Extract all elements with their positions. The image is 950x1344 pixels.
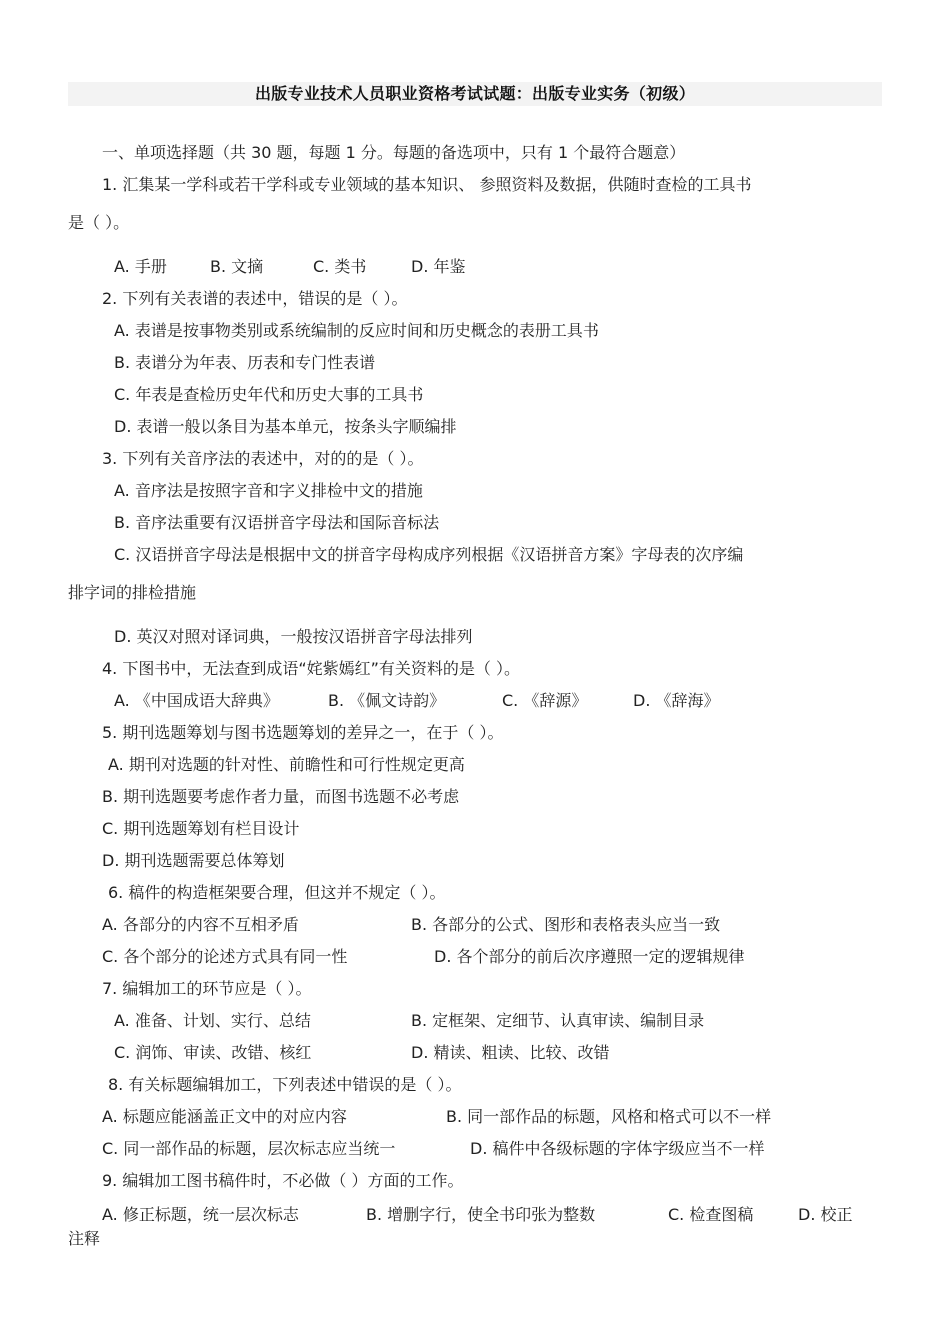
question-4-stem: 4. 下图书中，无法查到成语“姹紫嫣红”有关资料的是（ ）。 bbox=[102, 659, 521, 678]
question-8-option-a: A. 标题应能涵盖正文中的对应内容 bbox=[102, 1107, 347, 1126]
question-8-option-c: C. 同一部作品的标题，层次标志应当统一 bbox=[102, 1139, 396, 1158]
question-9-stem: 9. 编辑加工图书稿件时，不必做（ ）方面的工作。 bbox=[102, 1171, 464, 1190]
question-7-option-c: C. 润饰、审读、改错、核红 bbox=[114, 1043, 312, 1062]
question-6-option-d: D. 各个部分的前后次序遵照一定的逻辑规律 bbox=[434, 947, 745, 966]
question-3-option-b: B. 音序法重要有汉语拼音字母法和国际音标法 bbox=[114, 513, 440, 532]
question-6-stem: 6. 稿件的构造框架要合理，但这并不规定（ ）。 bbox=[108, 883, 446, 902]
question-8-option-b: B. 同一部作品的标题，风格和格式可以不一样 bbox=[446, 1107, 772, 1126]
question-1-stem: 1. 汇集某一学科或若干学科或专业领域的基本知识、 参照资料及数据，供随时查检的工具书 bbox=[102, 175, 752, 194]
question-1-option-a: A. 手册 bbox=[114, 257, 167, 276]
question-6-option-c: C. 各个部分的论述方式具有同一性 bbox=[102, 947, 348, 966]
question-2-stem: 2. 下列有关表谱的表述中，错误的是（ ）。 bbox=[102, 289, 408, 308]
question-5-option-d: D. 期刊选题需要总体筹划 bbox=[102, 851, 285, 870]
question-4-option-c: C. 《辞源》 bbox=[502, 691, 588, 710]
question-6-option-b: B. 各部分的公式、图形和表格表头应当一致 bbox=[411, 915, 721, 934]
question-2-option-d: D. 表谱一般以条目为基本单元，按条头字顺编排 bbox=[114, 417, 457, 436]
question-3-stem: 3. 下列有关音序法的表述中，对的的是（ ）。 bbox=[102, 449, 424, 468]
question-7-option-b: B. 定框架、定细节、认真审读、编制目录 bbox=[411, 1011, 705, 1030]
question-4-option-d: D. 《辞海》 bbox=[633, 691, 720, 710]
question-8-option-d: D. 稿件中各级标题的字体字级应当不一样 bbox=[470, 1139, 765, 1158]
question-9-option-d-cont: 注释 bbox=[68, 1229, 101, 1248]
question-3-option-c-cont: 排字词的排检措施 bbox=[68, 583, 197, 602]
question-3-option-a: A. 音序法是按照字音和字义排检中文的措施 bbox=[114, 481, 423, 500]
question-8-stem: 8. 有关标题编辑加工，下列表述中错误的是（ ）。 bbox=[108, 1075, 462, 1094]
question-3-option-c: C. 汉语拼音字母法是根据中文的拼音字母构成序列根据《汉语拼音方案》字母表的次序编 bbox=[114, 545, 744, 564]
question-7-option-a: A. 准备、计划、实行、总结 bbox=[114, 1011, 311, 1030]
question-9-option-c: C. 检查图稿 bbox=[668, 1205, 754, 1224]
question-3-option-d: D. 英汉对照对译词典，一般按汉语拼音字母法排列 bbox=[114, 627, 473, 646]
question-1-option-d: D. 年鉴 bbox=[411, 257, 466, 276]
question-7-stem: 7. 编辑加工的环节应是（ ）。 bbox=[102, 979, 312, 998]
question-1-option-b: B. 文摘 bbox=[210, 257, 264, 276]
question-9-option-b: B. 增删字行，使全书印张为整数 bbox=[366, 1205, 596, 1224]
question-9-option-d: D. 校正 bbox=[798, 1205, 853, 1224]
question-2-option-c: C. 年表是查检历史年代和历史大事的工具书 bbox=[114, 385, 424, 404]
section-heading: 一、单项选择题（共 30 题，每题 1 分。每题的备选项中，只有 1 个最符合题意） bbox=[102, 143, 686, 162]
question-5-stem: 5. 期刊选题筹划与图书选题筹划的差异之一，在于（ ）。 bbox=[102, 723, 504, 742]
question-9-option-a: A. 修正标题，统一层次标志 bbox=[102, 1205, 299, 1224]
question-5-option-b: B. 期刊选题要考虑作者力量，而图书选题不必考虑 bbox=[102, 787, 460, 806]
question-2-option-a: A. 表谱是按事物类别或系统编制的反应时间和历史概念的表册工具书 bbox=[114, 321, 599, 340]
question-2-option-b: B. 表谱分为年表、历表和专门性表谱 bbox=[114, 353, 376, 372]
question-4-option-a: A. 《中国成语大辞典》 bbox=[114, 691, 279, 710]
question-4-option-b: B. 《佩文诗韵》 bbox=[328, 691, 446, 710]
question-1-option-c: C. 类书 bbox=[313, 257, 367, 276]
question-7-option-d: D. 精读、粗读、比较、改错 bbox=[411, 1043, 610, 1062]
question-5-option-a: A. 期刊对选题的针对性、前瞻性和可行性规定更高 bbox=[108, 755, 465, 774]
document-title: 出版专业技术人员职业资格考试试题：出版专业实务（初级） bbox=[254, 84, 696, 103]
question-1-stem-cont: 是（ ）。 bbox=[68, 213, 130, 232]
question-5-option-c: C. 期刊选题筹划有栏目设计 bbox=[102, 819, 300, 838]
question-6-option-a: A. 各部分的内容不互相矛盾 bbox=[102, 915, 299, 934]
